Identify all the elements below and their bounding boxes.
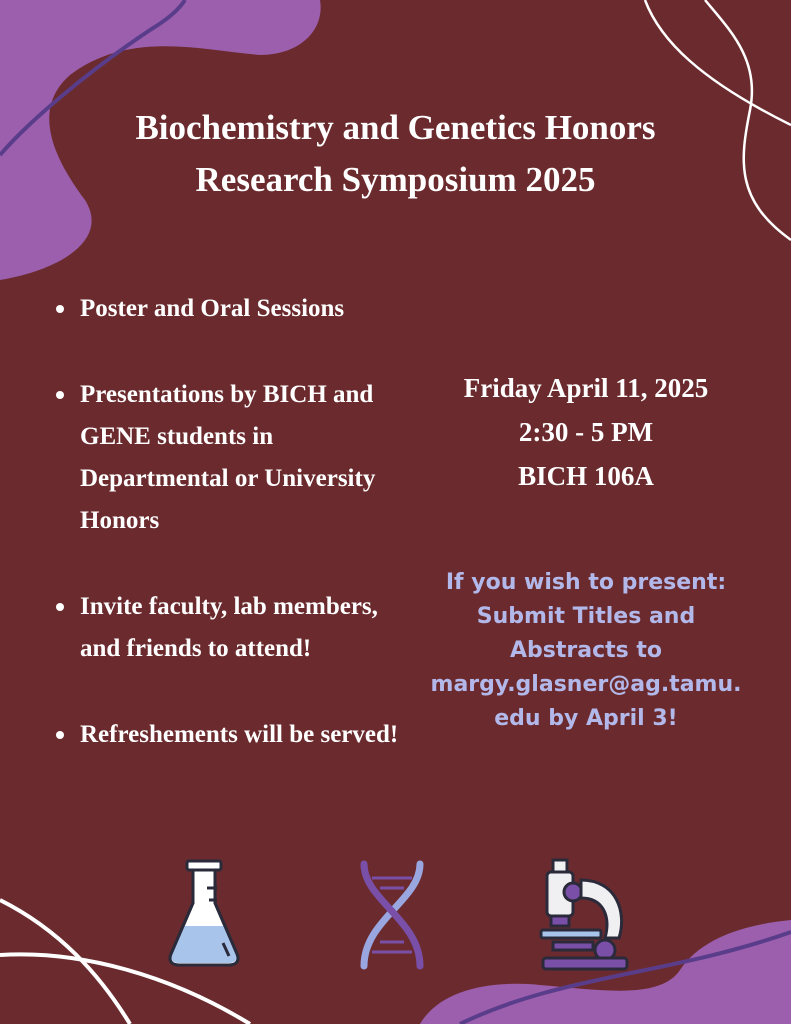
bullet-item-presentations: Presentations by BICH and GENE students in Departmental or University Honors	[50, 374, 410, 542]
title-line-2: Research Symposium 2025	[195, 160, 596, 199]
event-details	[400, 366, 772, 498]
bullet-item-sessions: Poster and Oral Sessions	[50, 288, 410, 330]
bullet-item-invite: Invite faculty, lab members, and friends to attend!	[50, 586, 410, 670]
bullet-list	[50, 288, 410, 756]
event-date: Friday April 11, 2025	[463, 373, 709, 403]
page-title	[0, 102, 791, 206]
submission-line-2: Submit Titles and	[476, 604, 696, 629]
bottom-left-line-1	[0, 900, 130, 1024]
microscope-icon	[537, 858, 631, 972]
bullet-item-refreshments: Refreshements will be served!	[50, 714, 410, 756]
event-location: BICH 106A	[518, 461, 654, 491]
event-time: 2:30 - 5 PM	[518, 417, 654, 447]
dna-icon	[350, 860, 434, 970]
submission-line-1: If you wish to present:	[445, 570, 727, 595]
submission-line-5: edu by April 3!	[494, 706, 678, 731]
submission-info	[405, 566, 767, 736]
submission-line-3: Abstracts to	[509, 638, 663, 663]
title-line-1: Biochemistry and Genetics Honors	[135, 108, 656, 147]
flask-icon	[165, 858, 243, 968]
submission-email[interactable]: margy.glasner@ag.tamu.	[430, 672, 742, 697]
